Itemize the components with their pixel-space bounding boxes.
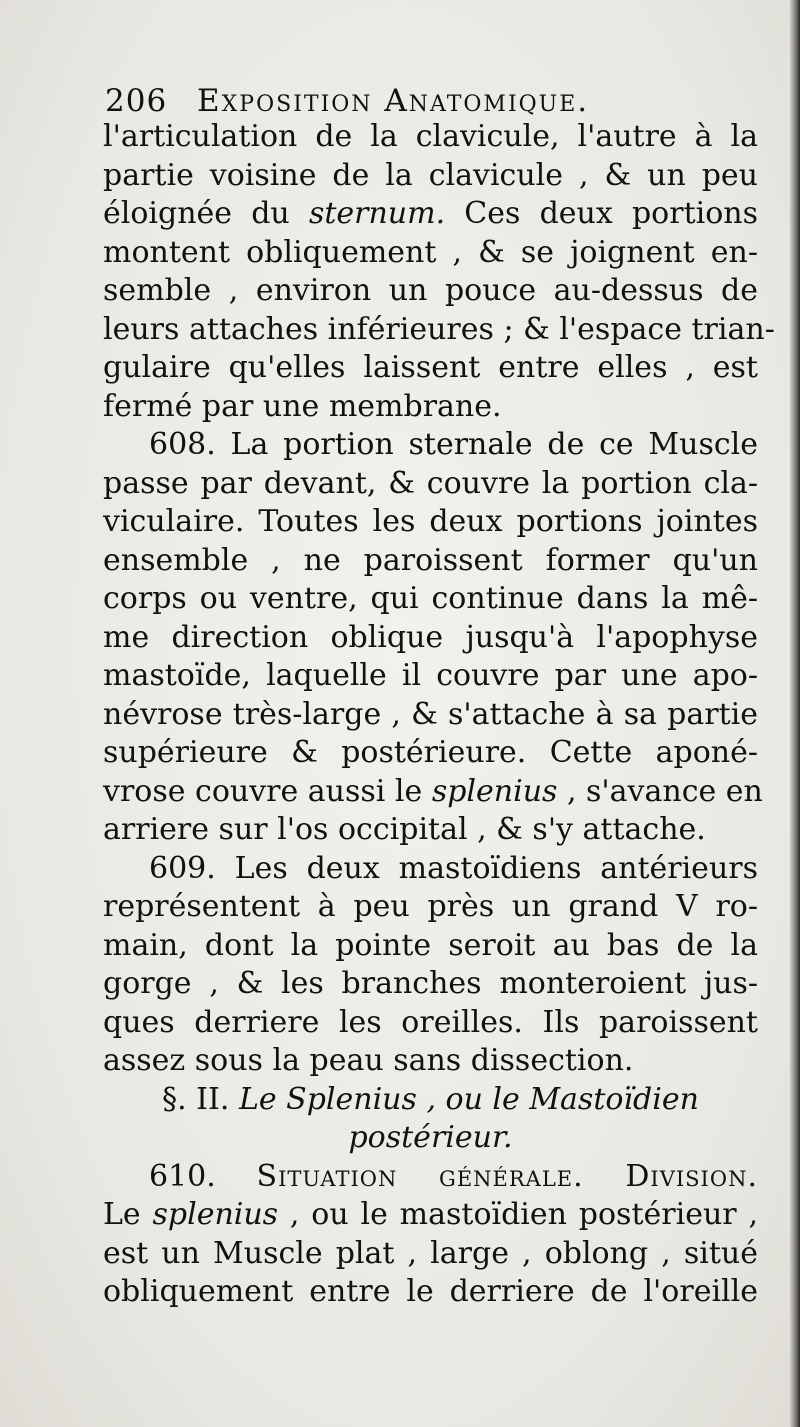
text-line — [103, 272, 758, 311]
text-line — [103, 1004, 758, 1043]
text-line — [103, 195, 758, 234]
text-line — [103, 580, 758, 619]
text-line — [103, 1081, 758, 1120]
text-line — [103, 965, 758, 1004]
text-line — [103, 1158, 758, 1197]
text-segment: 608. La portion sternale de ce Muscle — [149, 427, 758, 462]
text-segment: Ces deux portions — [445, 196, 758, 231]
text-line — [103, 811, 758, 850]
text-segment: ques derriere les oreilles. Ils paroissent — [103, 1004, 758, 1040]
text-segment: 610. — [149, 1158, 257, 1194]
text-segment: §. II. — [162, 1081, 239, 1117]
text-line — [103, 850, 758, 889]
page-edge-shadow — [790, 0, 800, 1427]
text-segment: vrose couvre aussi le — [103, 773, 432, 809]
text-line — [103, 1235, 758, 1274]
text-segment: mastoïde, laquelle il couvre par une apo- — [103, 658, 758, 693]
text-line — [103, 927, 758, 966]
text-segment: névrose très-large , & s'attache à sa partie — [103, 696, 758, 732]
text-segment: main, dont la pointe seroit au bas de la — [103, 927, 758, 963]
text-line — [103, 734, 758, 773]
text-segment: sternum. — [308, 196, 446, 231]
text-line — [103, 311, 775, 350]
text-segment: obliquement entre le derriere de l'oreille — [103, 1274, 758, 1309]
text-segment: , s'avance en — [557, 773, 763, 809]
text-segment: passe par devant, & couvre la portion cla- — [103, 465, 758, 501]
text-segment: postérieur. — [348, 1120, 513, 1155]
text-segment: fermé par une membrane. — [103, 388, 502, 424]
text-line — [103, 1273, 758, 1312]
text-segment: Le Splenius , ou le Mastoïdien — [238, 1081, 699, 1117]
text-segment: assez sous la peau sans dissection. — [103, 1043, 634, 1078]
text-line — [103, 234, 758, 273]
text-segment: leurs attaches inférieures ; & l'espace trian- — [103, 311, 775, 347]
text-segment: l'articulation de la clavicule, l'autre à la — [103, 119, 758, 154]
text-line — [103, 773, 763, 812]
text-line — [103, 503, 758, 542]
text-line — [103, 1042, 758, 1081]
body-text — [103, 118, 775, 1312]
text-segment: Situation générale. Division. — [256, 1158, 758, 1194]
text-segment: partie voisine de la clavicule , & un peu — [103, 157, 758, 193]
text-segment: gulaire qu'elles laissent entre elles , est — [103, 350, 758, 385]
text-segment: arriere sur l'os occipital , & s'y attache. — [103, 812, 706, 847]
text-segment: est un Muscle plat , large , oblong , situé — [103, 1235, 758, 1271]
page-number: 206 — [105, 83, 168, 119]
text-segment: montent obliquement , & se joignent en- — [103, 234, 758, 270]
text-segment: semble , environ un pouce au-dessus de — [103, 273, 758, 308]
text-line — [103, 426, 758, 465]
text-segment: supérieure & postérieure. Cette aponé- — [103, 735, 758, 770]
text-segment: gorge , & les branches monteroient jus- — [103, 966, 758, 1001]
text-segment: me direction oblique jusqu'à l'apophyse — [103, 619, 758, 655]
running-header — [105, 83, 589, 119]
text-segment: , ou le mastoïdien postérieur , — [278, 1197, 758, 1232]
text-line — [103, 888, 758, 927]
text-segment: splenius — [152, 1197, 279, 1232]
text-segment: Le — [103, 1197, 153, 1232]
text-line — [103, 388, 758, 427]
text-segment: 609. Les deux mastoïdiens antérieurs — [149, 850, 758, 886]
running-title: Exposition Anatomique. — [197, 83, 590, 119]
text-line — [103, 696, 758, 735]
text-line — [103, 118, 758, 157]
text-line — [103, 1119, 758, 1158]
text-line — [103, 657, 758, 696]
text-segment: représentent à peu près un grand V ro- — [103, 889, 758, 924]
text-line — [103, 542, 758, 581]
text-segment: éloignée du — [103, 196, 309, 231]
text-line — [103, 157, 758, 196]
text-line — [103, 349, 758, 388]
text-segment: viculaire. Toutes les deux portions jointes — [103, 504, 758, 539]
text-segment: corps ou ventre, qui continue dans la mê- — [103, 581, 758, 616]
text-segment: ensemble , ne paroissent former qu'un — [103, 542, 758, 578]
text-line — [103, 465, 758, 504]
text-line — [103, 619, 758, 658]
text-segment: splenius — [431, 773, 558, 809]
text-line — [103, 1196, 758, 1235]
